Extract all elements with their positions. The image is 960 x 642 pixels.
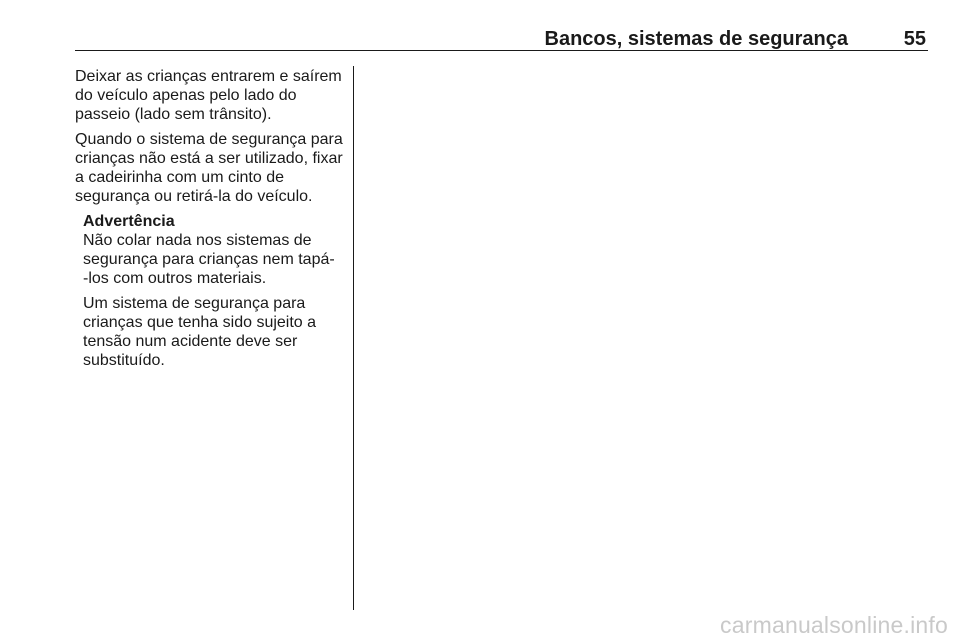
page-number: 55 (903, 28, 926, 50)
text-line: do veículo apenas pelo lado do (75, 87, 297, 104)
text-line: Deixar as crianças entrarem e saírem (75, 68, 342, 85)
text-line: segurança para crianças nem tapá- (83, 251, 335, 268)
text-line: substituído. (83, 352, 165, 369)
section-title: Bancos, sistemas de segurança (544, 28, 848, 50)
text-line: -los com outros materiais. (83, 270, 267, 287)
text-line: tensão num acidente deve ser (83, 333, 298, 350)
text-line: a cadeirinha com um cinto de (75, 169, 284, 186)
page-header (75, 22, 928, 50)
warning-paragraph-replace (83, 294, 345, 370)
warning-paragraph-materials (83, 231, 345, 288)
text-line: Não colar nada nos sistemas de (83, 232, 312, 249)
text-line: passeio (lado sem trânsito). (75, 106, 272, 123)
paragraph-entry-exit (75, 67, 345, 124)
text-line: crianças não está a ser utilizado, fixar (75, 150, 343, 167)
header-rule (75, 50, 928, 51)
text-line: Quando o sistema de segurança para (75, 131, 343, 148)
text-line: segurança ou retirá-la do veículo. (75, 188, 313, 205)
column-divider (353, 66, 354, 610)
paragraph-unused-seat (75, 130, 345, 206)
warning-box (83, 212, 345, 370)
left-column (75, 67, 345, 376)
text-line: crianças que tenha sido sujeito a (83, 314, 317, 331)
watermark: carmanualsonline.info (720, 612, 948, 638)
text-line: Um sistema de segurança para (83, 295, 306, 312)
warning-title: Advertência (83, 213, 175, 230)
